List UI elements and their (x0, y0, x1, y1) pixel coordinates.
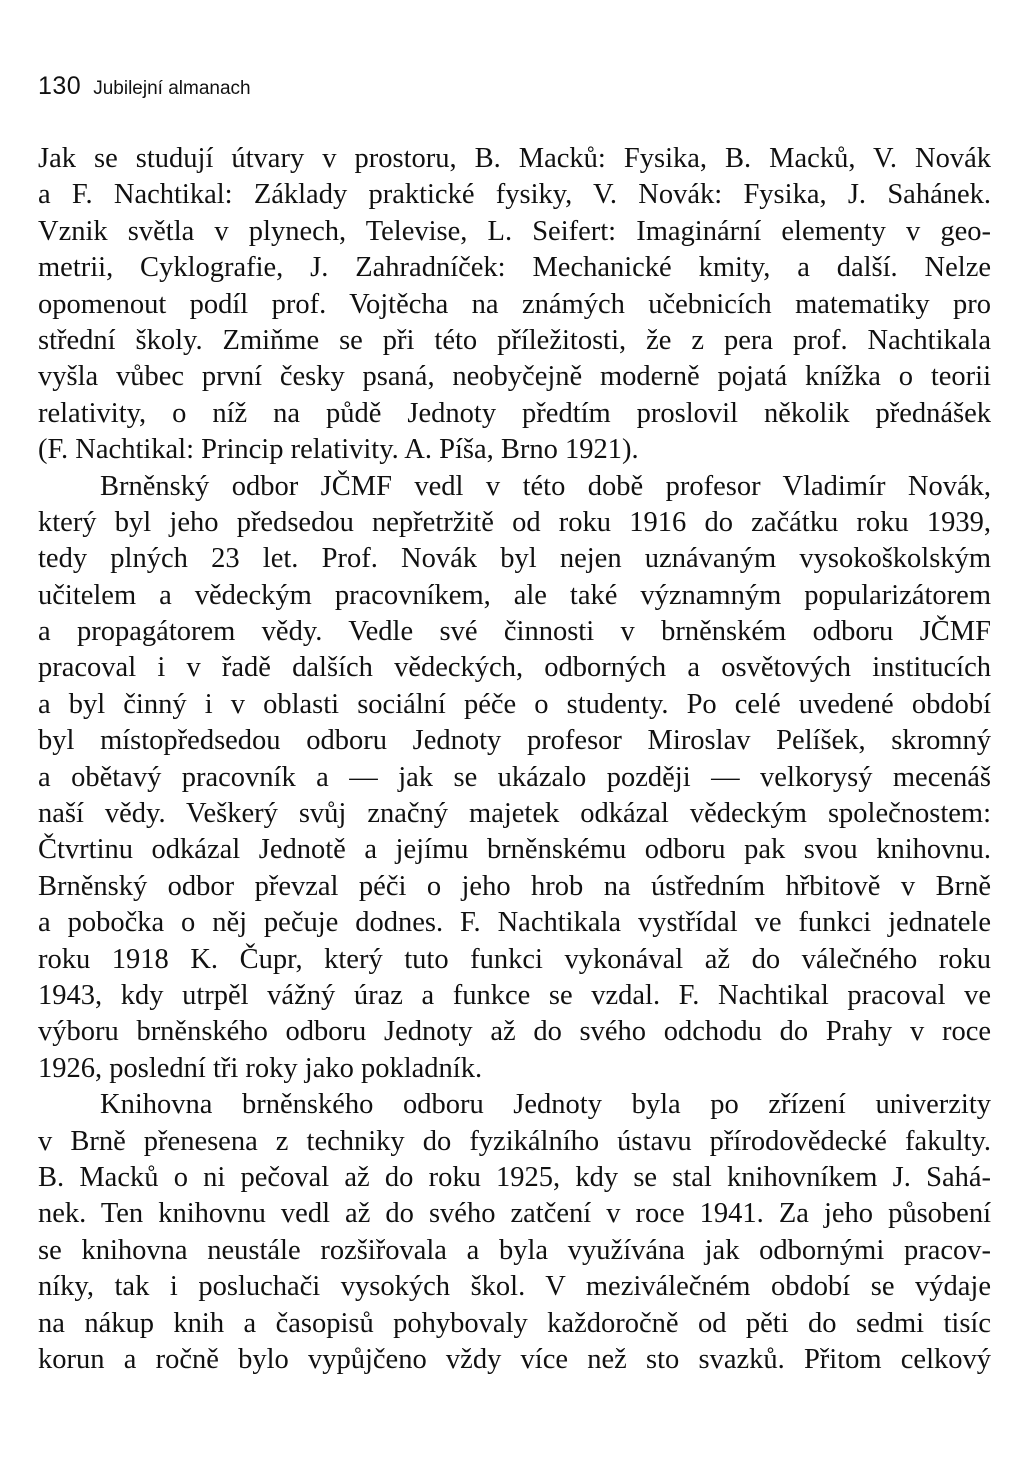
paragraph-1 (38, 141, 991, 469)
text-line: střední školy. Zmiňme se při této příležitosti, že z pera prof. Nachtikala (38, 324, 991, 356)
paragraph-3 (38, 1087, 991, 1378)
text-line: byl místopředsedou odboru Jednoty profesor Miroslav Pelíšek, skromný (38, 725, 991, 757)
text-line: Vznik světla v plynech, Televise, L. Seifert: Imaginární elementy v geo- (38, 215, 991, 247)
text-line: B. Macků o ni pečoval až do roku 1925, kdy se stal knihovníkem J. Sahá- (38, 1161, 991, 1193)
text-line: Jak se studují útvary v prostoru, B. Macků: Fysika, B. Macků, V. Novák (38, 143, 991, 174)
text-line: pracoval i v řadě dalších vědeckých, odborných a osvětových institucích (38, 652, 991, 684)
text-line: a byl činný i v oblasti sociální péče o studenty. Po celé uvedené období (38, 688, 991, 720)
text-line: tedy plných 23 let. Prof. Novák byl nejen uznávaným vysokoškolským (38, 543, 991, 575)
text-line: relativity, o níž na půdě Jednoty předtím proslovil několik přednášek (38, 397, 991, 429)
text-line: 1943, kdy utrpěl vážný úraz a funkce se vzdal. F. Nachtikal pracoval ve (38, 979, 991, 1011)
text-line: výboru brněnského odboru Jednoty až do svého odchodu do Prahy v roce (38, 1016, 991, 1048)
text-line: vyšla vůbec první česky psaná, neobyčejně moderně pojatá knížka o teorii (38, 361, 991, 393)
book-page (38, 0, 991, 1478)
text-line: a propagátorem vědy. Vedle své činnosti v brněnském odboru JČMF (38, 616, 991, 648)
text-line: na nákup knih a časopisů pohybovaly každoročně od pěti do sedmi tisíc (38, 1307, 991, 1339)
text-line: a obětavý pracovník a — jak se ukázalo později — velkorysý mecenáš (38, 761, 991, 793)
text-line: 1926, poslední tři roky jako pokladník. (38, 1052, 483, 1084)
text-line: naší vědy. Veškerý svůj značný majetek odkázal vědeckým společnostem: (38, 798, 991, 830)
text-line: a F. Nachtikal: Základy praktické fysiky, V. Novák: Fysika, J. Sahánek. (38, 179, 991, 211)
text-line: opomenout podíl prof. Vojtěcha na známých učebnicích matematiky pro (38, 288, 991, 320)
text-line: který byl jeho předsedou nepřetržitě od roku 1916 do začátku roku 1939, (38, 506, 991, 538)
text-line: a pobočka o něj pečuje dodnes. F. Nachtikala vystřídal ve funkci jednatele (38, 907, 991, 939)
page-number: 130 (38, 72, 82, 100)
text-line: korun a ročně bylo vypůjčeno vždy více než sto svazků. Přitom celkový (38, 1343, 991, 1375)
text-line: Brněnský odbor převzal péči o jeho hrob na ústředním hřbitově v Brně (38, 870, 991, 902)
text-line: roku 1918 K. Čupr, který tuto funkci vykonával až do válečného roku (38, 943, 991, 975)
paragraph-2 (38, 469, 991, 1088)
text-line: (F. Nachtikal: Princip relativity. A. Píša, Brno 1921). (38, 434, 639, 466)
text-line: se knihovna neustále rozšiřovala a byla využívána jak odbornými pracov- (38, 1234, 991, 1266)
text-line: nek. Ten knihovnu vedl až do svého zatčení v roce 1941. Za jeho působení (38, 1198, 991, 1230)
body-text (38, 141, 991, 1378)
text-line: učitelem a vědeckým pracovníkem, ale také významným popularizátorem (38, 579, 991, 611)
text-line: Čtvrtinu odkázal Jednotě a jejímu brněnskému odboru pak svou knihovnu. (38, 834, 991, 866)
text-line: níky, tak i posluchači vysokých škol. V meziválečném období se výdaje (38, 1271, 991, 1303)
running-title: Jubilejní almanach (93, 78, 251, 99)
text-line: v Brně přenesena z techniky do fyzikálního ústavu přírodovědecké fakulty. (38, 1125, 991, 1157)
text-line: Knihovna brněnského odboru Jednoty byla po zřízení univerzity (100, 1089, 991, 1121)
running-header (38, 74, 251, 99)
text-line: Brněnský odbor JČMF vedl v této době profesor Vladimír Novák, (100, 470, 991, 502)
text-line: metrii, Cyklografie, J. Zahradníček: Mechanické kmity, a další. Nelze (38, 252, 991, 284)
